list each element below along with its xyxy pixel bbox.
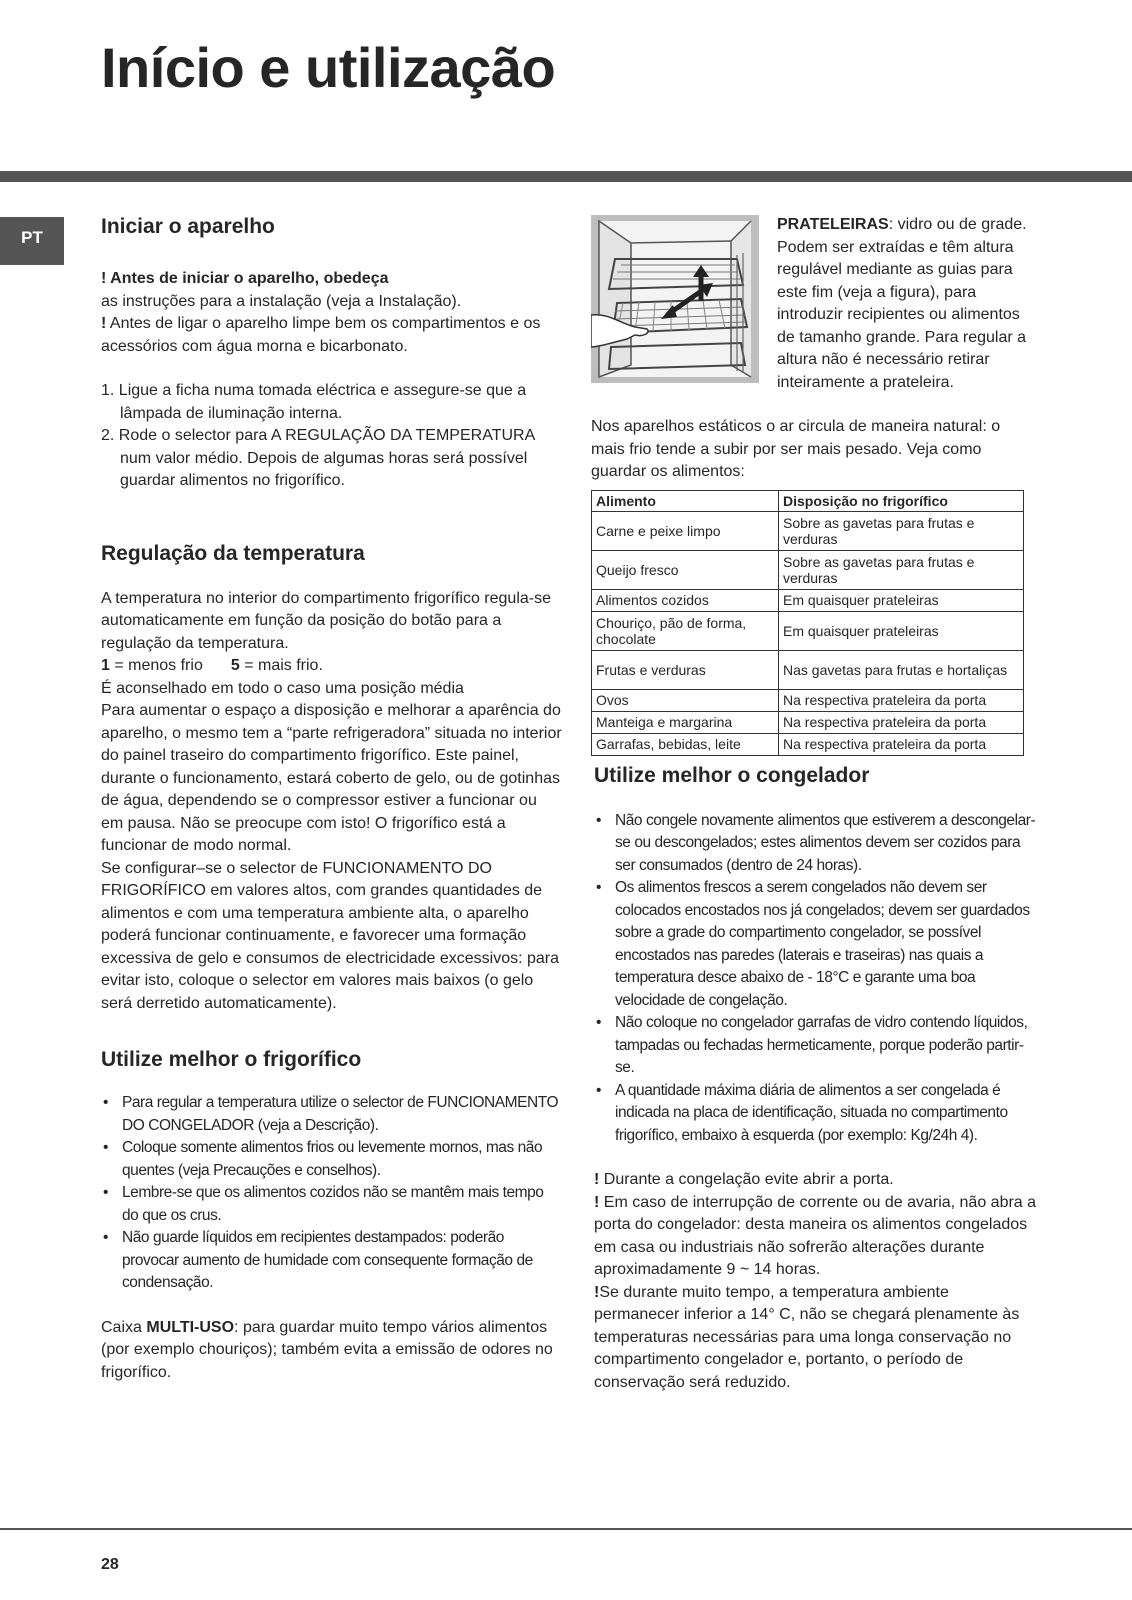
section-heading-fridge: Utilize melhor o frigorífico (101, 1048, 362, 1071)
list-item: • Coloque somente alimentos frios ou levemente mornos, mas não quentes (veja Precauções e conselhos). (101, 1137, 563, 1182)
language-tab: PT (0, 217, 64, 265)
food-placement-table (591, 490, 1024, 756)
section-heading-temperature: Regulação da temperatura (101, 541, 365, 565)
table-cell: Na respectiva prateleira da porta (779, 689, 1024, 711)
step-item: 2. Rode o selector para A REGULAÇÃO DA TEMPERATURA num valor médio. Depois de algumas horas será possível guardar alimentos no frigorífico. (101, 427, 535, 489)
table-row (592, 611, 1024, 650)
table-cell: Nas gavetas para frutas e hortaliças (779, 650, 1024, 689)
warning-cleaning: ! Antes de ligar o aparelho limpe bem os compartimentos e os acessórios com água morna e bicarbonato. (101, 315, 541, 355)
temperature-scale: 1 = menos frio 5 = mais frio. (101, 657, 323, 674)
table-cell: Em quaisquer prateleiras (779, 589, 1024, 611)
table-row (592, 711, 1024, 733)
shelf-illustration (591, 215, 759, 383)
table-header: Disposição no frigorífico (779, 490, 1024, 511)
table-cell: Queijo fresco (592, 550, 779, 589)
table-row (592, 689, 1024, 711)
table-cell: Alimentos cozidos (592, 589, 779, 611)
warning-mark: ! (101, 315, 107, 332)
list-item: • Não congele novamente alimentos que estiverem a descongelar-se ou descongelados; estes alimentos devem ser cozidos para ser consumados (dentro de 24 horas). (594, 810, 1038, 878)
temperature-warning: Se configurar–se o selector de FUNCIONAMENTO DO FRIGORÍFICO em valores altos, com grandes quantidades de alimentos e com uma temperatura ambiente alta, o aparelho poderá funcionar continuamente, e favorecer uma formação excessiva de gelo e consumos de electricidade excessivos: para evitar isto, coloque o selector em valores mais baixos (o gelo será derretido automaticamente). (101, 859, 560, 1012)
table-cell: Sobre as gavetas para frutas e verduras (779, 511, 1024, 550)
warning-mark: ! (594, 1193, 600, 1211)
table-cell: Sobre as gavetas para frutas e verduras (779, 550, 1024, 589)
table-row (592, 650, 1024, 689)
right-column (591, 213, 1038, 1394)
page-title: Início e utilização (101, 36, 556, 99)
table-cell: Carne e peixe limpo (592, 511, 779, 550)
table-row (592, 733, 1024, 755)
section-heading-start: Iniciar o aparelho (101, 215, 275, 238)
list-item: • A quantidade máxima diária de alimentos a ser congelada é indicada na placa de identificação, situada no compartimento frigorífico, embaixo à esquerda (por exemplo: Kg/24h 4). (594, 1080, 1038, 1148)
table-header: Alimento (592, 490, 779, 511)
table-row (592, 511, 1024, 550)
temperature-advice: É aconselhado em todo o caso uma posição média (101, 679, 464, 697)
freezer-warnings (591, 1169, 1038, 1394)
table-cell: Garrafas, bebidas, leite (592, 733, 779, 755)
table-cell: Na respectiva prateleira da porta (779, 711, 1024, 733)
shelf-adjust-icon (591, 215, 759, 383)
table-cell: Chouriço, pão de forma, chocolate (592, 611, 779, 650)
temperature-refrigerating-part: Para aumentar o espaço a disposição e melhorar a aparência do aparelho, o mesmo tem a “parte refrigeradora” situada no interior do painel traseiro do compartimento frigorífico. Este painel, durante o funcionamento, estará coberto de gelo, ou de gotinhas de água, dependendo se o compressor estiver a funcionar ou em pausa. Não se preocupe com isto! O frigorífico está a funcionar de modo normal. (101, 702, 562, 854)
list-item: • Não coloque no congelador garrafas de vidro contendo líquidos, tampadas ou fechadas hermeticamente, porque poderão partir-se. (594, 1012, 1038, 1080)
static-air-text: Nos aparelhos estáticos o ar circula de maneira natural: o mais frio tende a subir por ser mais pesado. Veja como guardar os alimentos: (591, 418, 1001, 480)
table-header-row (592, 490, 1024, 511)
left-column (101, 213, 563, 1384)
header-rule (0, 171, 1132, 182)
warning-door: ! Durante a congelação evite abrir a porta. (594, 1171, 894, 1188)
list-item: • Para regular a temperatura utilize o selector de FUNCIONAMENTO DO CONGELADOR (veja a Descrição). (101, 1092, 563, 1137)
warning-instructions: ! Antes de iniciar o aparelho, obedeça as instruções para a instalação (veja a Instalação). (101, 270, 462, 310)
shelves-text: PRATELEIRAS: vidro ou de grade. Podem ser extraídas e têm altura regulável mediante as guias para este fim (veja a figura), para introduzir recipientes ou alimentos de tamanho grande. Para regular a altura não é necessário retirar inteiramente a prateleira. (777, 216, 1027, 391)
table-row (592, 589, 1024, 611)
step-item: 1. Ligue a ficha numa tomada eléctrica e assegure-se que a lâmpada de iluminação interna. (101, 382, 527, 422)
list-item: • Lembre-se que os alimentos cozidos não se mantêm mais tempo do que os crus. (101, 1182, 563, 1227)
multi-use-box-text: Caixa MULTI-USO: para guardar muito tempo vários alimentos (por exemplo chouriços); também evita a emissão de odores no frigorífico. (101, 1318, 553, 1381)
warning-power-failure: ! Em caso de interrupção de corrente ou de avaria, não abra a porta do congelador: desta maneira os alimentos congelados em casa ou industriais não sofrerão alterações durante aproximadamente 9 ~ 14 horas. (594, 1193, 1037, 1278)
warning-mark: ! (594, 1171, 600, 1188)
table-cell: Em quaisquer prateleiras (779, 611, 1024, 650)
table-cell: Na respectiva prateleira da porta (779, 733, 1024, 755)
page-number: 28 (101, 1556, 119, 1573)
freezer-tips (591, 810, 1038, 1148)
warning-mark: ! (101, 270, 107, 287)
temperature-intro: A temperatura no interior do compartimento frigorífico regula-se automaticamente em função da posição do botão para a regulação da temperatura. (101, 589, 551, 652)
list-item: • Os alimentos frescos a serem congelados não devem ser colocados encostados nos já congelados; devem ser guardados sobre a grade do compartimento congelador, se possível encostados nas paredes (laterais e traseiras) nas quais a temperatura desce abaixo de - 18°C e garante uma boa velocidade de congelação. (594, 877, 1038, 1012)
list-item: • Não guarde líquidos em recipientes destampados: poderão provocar aumento de humidade com consequente formação de condensação. (101, 1227, 563, 1295)
footer-rule (0, 1528, 1132, 1530)
section-heading-freezer: Utilize melhor o congelador (594, 763, 870, 787)
warning-ambient-temperature: !Se durante muito tempo, a temperatura ambiente permanecer inferior a 14° C, não se chegará plenamente às temperaturas necessárias para uma longa conservação no compartimento congelador e, portanto, o período de conservação será reduzido. (594, 1283, 1020, 1391)
table-cell: Manteiga e margarina (592, 711, 779, 733)
fridge-tips (101, 1092, 563, 1295)
table-row (592, 550, 1024, 589)
start-steps (101, 380, 563, 493)
table-cell: Ovos (592, 689, 779, 711)
table-cell: Frutas e verduras (592, 650, 779, 689)
warning-mark: ! (594, 1283, 600, 1301)
